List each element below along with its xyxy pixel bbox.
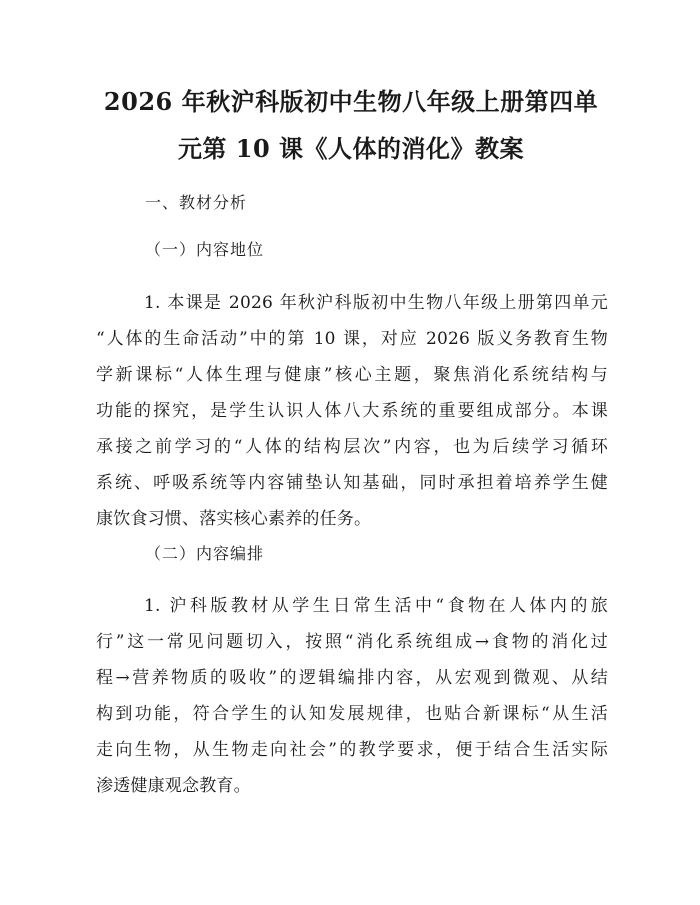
subsection-heading-content-arrangement: （二）内容编排 <box>145 544 265 563</box>
paragraph-line: 功能的探究，是学生认识人体八大系统的重要组成部分。本课 <box>96 401 608 421</box>
paragraph-line: 学新课标“人体生理与健康”核心主题，聚焦消化系统结构与 <box>96 365 608 385</box>
subsection-heading-content-position: （一）内容地位 <box>145 240 265 259</box>
document-title-line-2: 元第 10 课《人体的消化》教案 <box>177 134 525 163</box>
paragraph-line: “人体的生命活动”中的第 10 课，对应 2026 版义务教育生物 <box>96 329 608 349</box>
paragraph-line: 构到功能，符合学生的认知发展规律，也贴合新课标“从生活 <box>96 704 608 724</box>
section-heading-textbook-analysis: 一、教材分析 <box>145 193 248 212</box>
document-title-line-1: 2026 年秋沪科版初中生物八年级上册第四单 <box>103 87 599 116</box>
paragraph-line: 系统、呼吸系统等内容铺垫认知基础，同时承担着培养学生健 <box>96 473 608 493</box>
paragraph-content-position <box>96 285 608 537</box>
paragraph-line: 承接之前学习的“人体的结构层次”内容，也为后续学习循环 <box>96 437 608 457</box>
paragraph-line: 1. 沪科版教材从学生日常生活中“食物在人体内的旅 <box>144 596 608 616</box>
paragraph-line: 行”这一常见问题切入，按照“消化系统组成→食物的消化过 <box>96 632 608 652</box>
paragraph-line: 1. 本课是 2026 年秋沪科版初中生物八年级上册第四单元 <box>144 293 608 313</box>
paragraph-content-arrangement <box>96 588 608 804</box>
paragraph-line: 程→营养物质的吸收”的逻辑编排内容，从宏观到微观、从结 <box>96 668 608 688</box>
paragraph-line: 渗透健康观念教育。 <box>96 776 251 796</box>
paragraph-line: 走向生物，从生物走向社会”的教学要求，便于结合生活实际 <box>96 740 608 760</box>
paragraph-line: 康饮食习惯、落实核心素养的任务。 <box>96 509 372 529</box>
